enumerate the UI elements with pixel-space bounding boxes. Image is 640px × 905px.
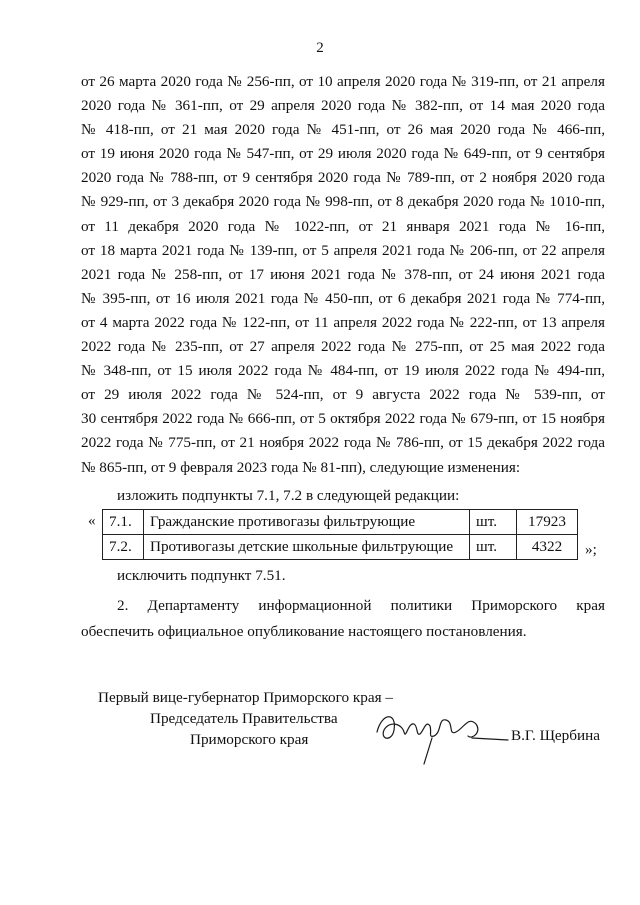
item-unit: шт. xyxy=(470,535,517,560)
items-table xyxy=(102,509,578,560)
signatory-title-line: Приморского края xyxy=(190,731,309,748)
body-line: 2020 года № 788-пп, от 9 сентября 2020 года № 789-пп, от 2 ноября 2020 года xyxy=(81,169,605,187)
paragraph-2-line: 2. Департаменту информационной политики Приморского края xyxy=(117,597,605,614)
page-number: 2 xyxy=(316,40,324,56)
signatory-title-line: Председатель Правительства xyxy=(150,710,338,727)
body-line: № 395-пп, от 16 июля 2021 года № 450-пп, от 6 декабря 2021 года № 774-пп, xyxy=(81,289,605,307)
quote-open: « xyxy=(88,512,96,529)
paragraph-2 xyxy=(81,593,605,645)
body-line: от 11 декабря 2020 года № 1022-пп, от 21 января 2021 года № 16-пп, xyxy=(81,217,605,235)
paragraph-2-line: обеспечить официальное опубликование настоящего постановления. xyxy=(81,623,527,640)
body-line: 2022 года № 775-пп, от 21 ноября 2022 года № 786-пп, от 15 декабря 2022 года xyxy=(81,434,605,452)
body-line: 30 сентября 2022 года № 666-пп, от 5 октября 2022 года № 679-пп, от 15 ноября xyxy=(81,410,605,428)
instruction-exclude: исключить подпункт 7.51. xyxy=(117,567,286,584)
signatory-name: В.Г. Щербина xyxy=(511,727,600,744)
item-number: 7.2. xyxy=(103,535,144,560)
signatory-title-line: Первый вице-губернатор Приморского края – xyxy=(98,689,393,706)
body-line: от 18 марта 2021 года № 139-пп, от 5 апреля 2021 года № 206-пп, от 22 апреля xyxy=(81,241,605,259)
body-line: от 4 марта 2022 года № 122-пп, от 11 апреля 2022 года № 222-пп, от 13 апреля xyxy=(81,313,605,331)
item-quantity: 4322 xyxy=(517,535,578,560)
quote-close: »; xyxy=(585,541,597,558)
table-row xyxy=(103,535,578,560)
item-number: 7.1. xyxy=(103,510,144,535)
body-line: 2021 года № 258-пп, от 17 июня 2021 года № 378-пп, от 24 июня 2021 года xyxy=(81,265,605,283)
body-line: от 29 июля 2022 года № 524-пп, от 9 августа 2022 года № 539-пп, от xyxy=(81,386,605,404)
item-quantity: 17923 xyxy=(517,510,578,535)
handwritten-signature xyxy=(372,702,512,772)
body-line: 2020 года № 361-пп, от 29 апреля 2020 года № 382-пп, от 14 мая 2020 года xyxy=(81,97,605,115)
instruction-replace: изложить подпункты 7.1, 7.2 в следующей редакции: xyxy=(117,487,460,504)
body-line: № 418-пп, от 21 мая 2020 года № 451-пп, от 26 мая 2020 года № 466-пп, xyxy=(81,121,605,139)
item-unit: шт. xyxy=(470,510,517,535)
body-line: № 929-пп, от 3 декабря 2020 года № 998-пп, от 8 декабря 2020 года № 1010-пп, xyxy=(81,193,605,211)
item-name: Гражданские противогазы фильтрующие xyxy=(144,510,470,535)
body-line: № 348-пп, от 15 июля 2022 года № 484-пп, от 19 июля 2022 года № 494-пп, xyxy=(81,362,605,380)
body-line: от 26 марта 2020 года № 256-пп, от 10 апреля 2020 года № 319-пп, от 21 апреля xyxy=(81,73,605,90)
body-line: 2022 года № 235-пп, от 27 апреля 2022 года № 275-пп, от 25 мая 2022 года xyxy=(81,338,605,356)
table-row xyxy=(103,510,578,535)
body-line: № 865-пп, от 9 февраля 2023 года № 81-пп), следующие изменения: xyxy=(81,458,521,476)
item-name: Противогазы детские школьные фильтрующие xyxy=(144,535,470,560)
body-text xyxy=(81,70,605,480)
body-line: от 19 июня 2020 года № 547-пп, от 29 июля 2020 года № 649-пп, от 9 сентября xyxy=(81,145,605,163)
